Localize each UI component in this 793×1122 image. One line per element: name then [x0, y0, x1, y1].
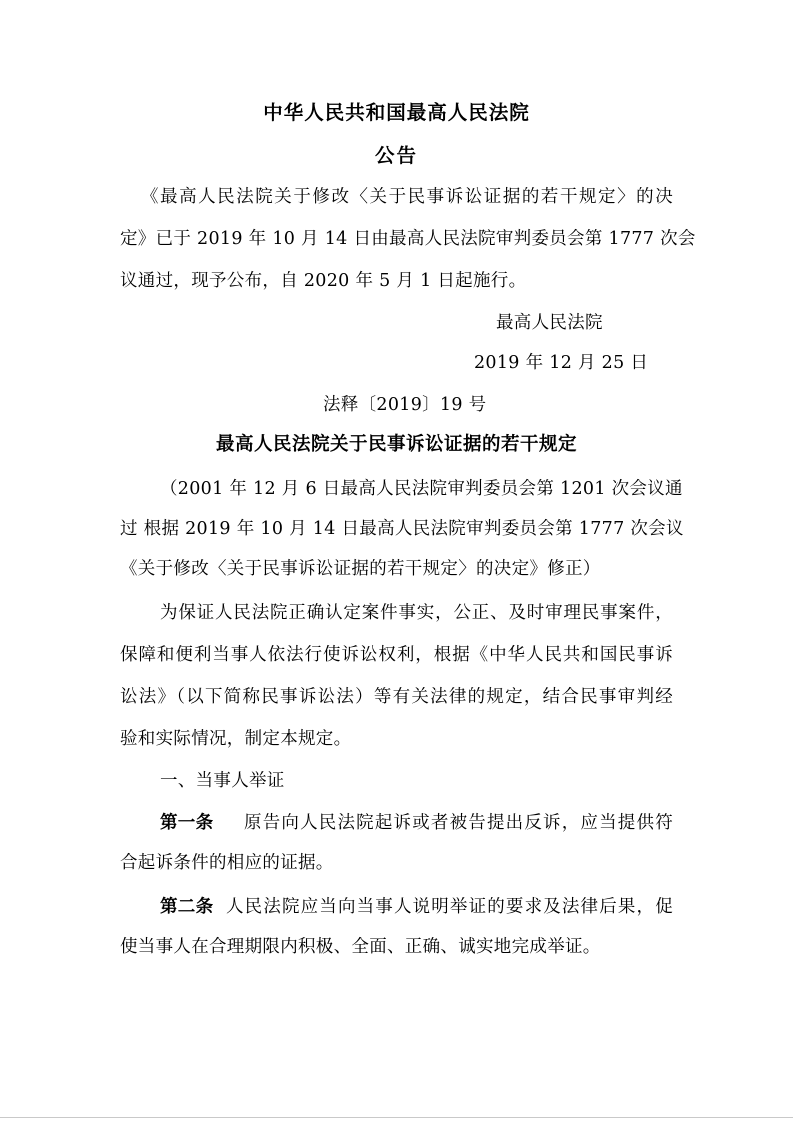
announcement-heading: 公告: [374, 144, 418, 167]
document-number: 法释〔2019〕19 号: [323, 395, 487, 415]
regulation-title: 最高人民法院关于民事诉讼证据的若干规定: [215, 434, 577, 455]
article-2-text: 人民法院应当向当事人说明举证的要求及法律后果，促: [226, 897, 673, 917]
announcement-body-line-2: 定》已于 2019 年 10 月 14 日由最高人民法院审判委员会第 1777 次会: [120, 229, 696, 249]
article-2-continuation: 使当事人在合理期限内积极、全面、正确、诚实地完成举证。: [120, 937, 601, 957]
issuer-title: 中华人民共和国最高人民法院: [263, 101, 530, 124]
section-heading: 一、当事人举证: [160, 771, 285, 791]
history-line-3: 《关于修改〈关于民事诉讼证据的若干规定〉的决定》修正）: [120, 559, 601, 579]
article-2-label: 第二条: [160, 897, 214, 917]
preamble-line-4: 验和实际情况，制定本规定。: [120, 729, 352, 749]
announcement-date: 2019 年 12 月 25 日: [474, 353, 649, 373]
article-1-text: 原告向人民法院起诉或者被告提出反诉，应当提供符: [244, 813, 673, 833]
announcement-body-line-3: 议通过，现予公布，自 2020 年 5 月 1 日起施行。: [120, 271, 527, 291]
preamble-line-3: 讼法》（以下简称民事诉讼法）等有关法律的规定，结合民事审判经: [120, 687, 673, 707]
announcement-body-line-1: 《最高人民法院关于修改〈关于民事诉讼证据的若干规定〉的决: [141, 187, 673, 207]
page-bottom-divider: [0, 1117, 793, 1118]
article-1-continuation: 合起诉条件的相应的证据。: [120, 853, 334, 873]
preamble-line-1: 为保证人民法院正确认定案件事实，公正、及时审理民事案件，: [160, 603, 673, 623]
history-line-1: （2001 年 12 月 6 日最高人民法院审判委员会第 1201 次会议通: [160, 479, 683, 499]
signature: 最高人民法院: [496, 313, 603, 333]
preamble-line-2: 保障和便利当事人依法行使诉讼权利，根据《中华人民共和国民事诉: [120, 645, 673, 665]
history-line-2: 过 根据 2019 年 10 月 14 日最高人民法院审判委员会第 1777 次会议: [120, 519, 684, 539]
article-1-label: 第一条: [160, 813, 214, 833]
